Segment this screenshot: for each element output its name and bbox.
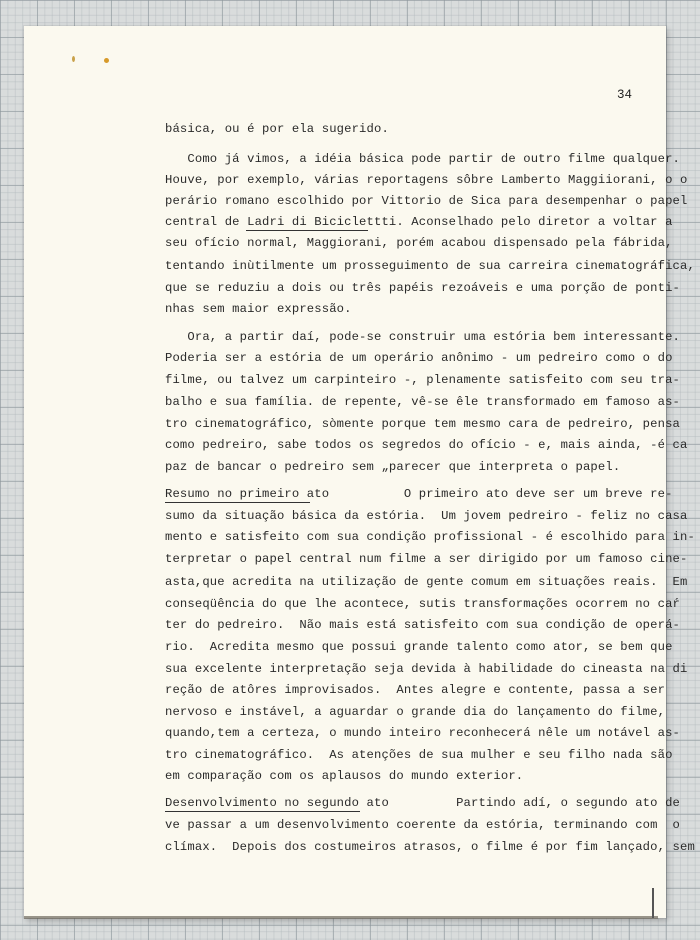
corner-mark bbox=[652, 888, 654, 918]
text-line: nervoso e instável, a aguardar o grande dia do lançamento do filme, bbox=[165, 705, 666, 719]
text-line: Como já vimos, a idéia básica pode partir de outro filme qualquer. bbox=[165, 152, 680, 166]
text-line: clímax. Depois dos costumeiros atrasos, o filme é por fim lançado, sem bbox=[165, 840, 695, 854]
text-line: Houve, por exemplo, várias reportagens sôbre Lamberto Maggiiorani, o o bbox=[165, 173, 688, 187]
stain-mark bbox=[104, 58, 109, 63]
text-line: quando,tem a certeza, o mundo inteiro reconhecerá nêle um notável as- bbox=[165, 726, 680, 740]
text-line: Ora, a partir daí, pode-se construir uma estória bem interessante. bbox=[165, 330, 680, 344]
text-line: tro cinematográfico, sòmente porque tem mesmo cara de pedreiro, pensa bbox=[165, 417, 680, 431]
heading-underline bbox=[165, 502, 310, 503]
text-line: que se reduziu a dois ou três papéis rezoáveis e uma porção de ponti- bbox=[165, 281, 680, 295]
section-heading-line: Desenvolvimento no segundo ato Partindo adí, o segundo ato de bbox=[165, 796, 680, 810]
text-line: básica, ou é por ela sugerido. bbox=[165, 122, 389, 136]
text-line: asta,que acredita na utilização de gente comum em situações reais. Em bbox=[165, 575, 688, 589]
text-line: sumo da situação básica da estória. Um jovem pedreiro - feliz no casa bbox=[165, 509, 688, 523]
text-line: mento e satisfeito com sua condição profissional - é escolhido para in- bbox=[165, 530, 695, 544]
page-number: 34 bbox=[617, 88, 633, 102]
text-line: balho e sua família. de repente, vê-se êle transformado em famoso as- bbox=[165, 395, 680, 409]
heading-underline bbox=[165, 811, 360, 812]
text-line: ve passar a um desenvolvimento coerente da estória, terminando com o bbox=[165, 818, 680, 832]
section-heading-line: Resumo no primeiro ato O primeiro ato deve ser um breve re- bbox=[165, 487, 673, 501]
text-line: sua excelente interpretação seja devida à habilidade do cineasta na di bbox=[165, 662, 688, 676]
text-line: reção de atôres improvisados. Antes alegre e contente, passa a ser bbox=[165, 683, 666, 697]
text-line: seu ofício normal, Maggiorani, porém acabou dispensado pela fábrida, bbox=[165, 236, 673, 250]
text-line: como pedreiro, sabe todos os segredos do ofício - e, mais ainda, -é ca bbox=[165, 438, 688, 452]
text-line: perário romano escolhido por Vittorio de Sica para desempenhar o papel bbox=[165, 194, 688, 208]
text-line: conseqüência do que lhe acontece, sutis transformações ocorrem no caŕ bbox=[165, 597, 680, 611]
text-line: filme, ou talvez um carpinteiro -, plenamente satisfeito com seu tra- bbox=[165, 373, 680, 387]
text-line: em comparação com os aplausos do mundo exterior. bbox=[165, 769, 524, 783]
page-shadow-edge bbox=[24, 916, 658, 919]
text-line: nhas sem maior expressão. bbox=[165, 302, 352, 316]
text-line: paz de bancar o pedreiro sem „parecer que interpreta o papel. bbox=[165, 460, 621, 474]
text-line: tro cinematográfico. As atenções de sua mulher e seu filho nada são bbox=[165, 748, 673, 762]
stain-mark bbox=[72, 56, 75, 62]
title-underline bbox=[246, 230, 368, 231]
text-line: ter do pedreiro. Não mais está satisfeito com sua condição de operá- bbox=[165, 618, 680, 632]
text-line: rio. Acredita mesmo que possui grande talento como ator, se bem que bbox=[165, 640, 673, 654]
text-line: tentando inùtilmente um prosseguimento de sua carreira cinematográfica, bbox=[165, 259, 695, 273]
text-line: Poderia ser a estória de um operário anônimo - um pedreiro como o do bbox=[165, 351, 673, 365]
text-line: central de Ladri di Biciclettti. Aconselhado pelo diretor a voltar a bbox=[165, 215, 673, 229]
text-line: terpretar o papel central num filme a ser dirigido por um famoso cine- bbox=[165, 552, 688, 566]
